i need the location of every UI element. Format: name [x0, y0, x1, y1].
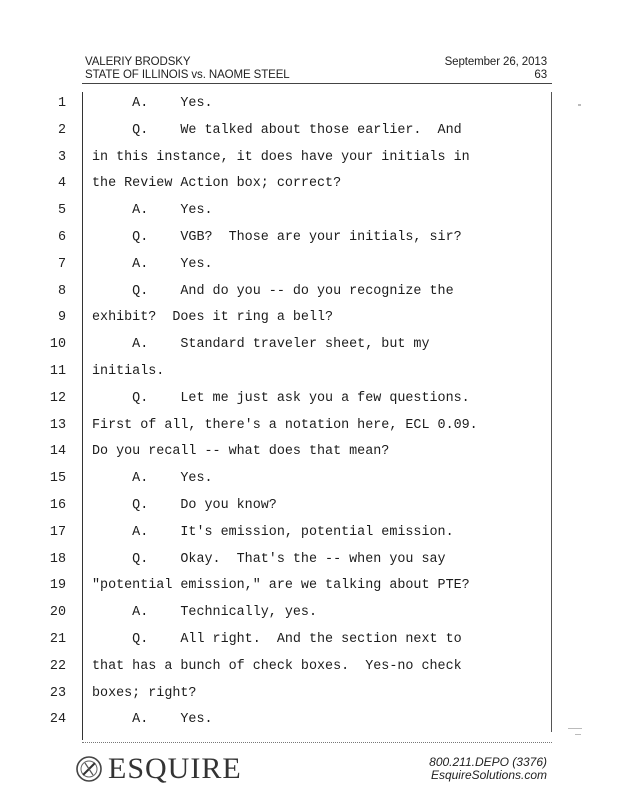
line-number: 16	[49, 498, 66, 513]
line-text: Q. Okay. That's the -- when you say	[92, 551, 446, 567]
line-number: 18	[49, 551, 66, 567]
line-text: Q. And do you -- do you recognize the	[92, 283, 454, 299]
transcript-line	[0, 575, 560, 597]
header-page-number: 63	[534, 69, 547, 81]
line-number: 7	[57, 256, 66, 272]
transcript-line	[0, 361, 560, 383]
header-case-title: STATE OF ILLINOIS vs. NAOME STEEL	[85, 69, 290, 81]
line-text: in this instance, it does have your initials in	[92, 149, 470, 165]
line-text: A. Yes.	[92, 96, 213, 111]
scan-speck	[578, 104, 581, 106]
header-witness-name: VALERIY BRODSKY	[85, 56, 191, 68]
line-text: initials.	[92, 364, 165, 379]
transcript-line	[0, 468, 560, 490]
line-text: A. Yes.	[92, 203, 213, 219]
line-number: 5	[57, 203, 66, 219]
line-number: 11	[49, 364, 66, 379]
transcript-line	[0, 120, 560, 142]
transcript-line	[0, 227, 560, 249]
line-number: 9	[57, 310, 66, 326]
line-number: 12	[49, 390, 66, 406]
footer-website: EsquireSolutions.com	[430, 768, 547, 782]
line-text: Q. VGB? Those are your initials, sir?	[92, 230, 462, 245]
transcript-line	[0, 709, 560, 731]
line-number: 10	[49, 337, 66, 353]
transcript-line	[0, 602, 560, 624]
transcript-line	[0, 388, 560, 410]
scan-speck	[575, 734, 581, 735]
transcript-line	[0, 93, 560, 115]
line-number: 8	[57, 283, 66, 299]
line-text: A. Yes.	[92, 712, 213, 728]
transcript-line	[0, 549, 560, 571]
line-number: 3	[57, 149, 66, 165]
line-text: A. Yes.	[92, 256, 213, 272]
line-number: 4	[57, 176, 66, 192]
line-text: Q. We talked about those earlier. And	[92, 122, 462, 138]
transcript-line	[0, 281, 560, 303]
line-text: Q. Do you know?	[92, 498, 277, 513]
line-text: Q. Let me just ask you a few questions.	[92, 390, 470, 406]
line-text: exhibit? Does it ring a bell?	[92, 310, 334, 326]
transcript-line	[0, 307, 560, 329]
line-number: 19	[49, 578, 66, 594]
line-text: First of all, there's a notation here, ECL 0.09.	[92, 417, 478, 433]
scan-speck	[568, 728, 582, 729]
transcript-frame-bottom	[82, 742, 552, 743]
line-number: 6	[57, 230, 66, 245]
transcript-line	[0, 629, 560, 651]
line-number: 13	[49, 417, 66, 433]
header-date: September 26, 2013	[444, 56, 547, 68]
transcript-line	[0, 254, 560, 276]
line-number: 21	[49, 632, 66, 647]
esquire-logo-icon	[74, 754, 104, 784]
line-number: 15	[49, 471, 66, 487]
line-text: "potential emission," are we talking about PTE?	[92, 578, 470, 594]
transcript-line	[0, 147, 560, 169]
transcript-line	[0, 334, 560, 356]
line-number: 14	[49, 444, 66, 460]
line-number: 17	[49, 524, 66, 540]
line-text: that has a bunch of check boxes. Yes-no check	[92, 658, 462, 674]
transcript-line	[0, 441, 560, 463]
esquire-logo	[74, 752, 242, 786]
line-text: A. It's emission, potential emission.	[92, 524, 454, 540]
line-number: 22	[49, 658, 66, 674]
transcript-frame-top	[82, 83, 552, 84]
line-text: boxes; right?	[92, 685, 197, 701]
line-text: Q. All right. And the section next to	[92, 632, 462, 647]
transcript-line	[0, 656, 560, 678]
transcript-line	[0, 415, 560, 437]
line-text: the Review Action box; correct?	[92, 176, 342, 192]
line-number: 20	[49, 605, 66, 621]
line-number: 2	[57, 122, 66, 138]
line-text: A. Technically, yes.	[92, 605, 317, 621]
transcript-line	[0, 200, 560, 222]
transcript-line	[0, 683, 560, 705]
transcript-line	[0, 522, 560, 544]
esquire-logo-text: ESQUIRE	[108, 752, 242, 785]
line-text: A. Yes.	[92, 471, 213, 487]
footer-phone: 800.211.DEPO (3376)	[429, 755, 547, 769]
line-number: 24	[49, 712, 66, 728]
line-number: 23	[49, 685, 66, 701]
transcript-line	[0, 173, 560, 195]
line-text: A. Standard traveler sheet, but my	[92, 337, 430, 353]
line-text: Do you recall -- what does that mean?	[92, 444, 390, 460]
line-number: 1	[57, 96, 66, 111]
transcript-line	[0, 495, 560, 517]
